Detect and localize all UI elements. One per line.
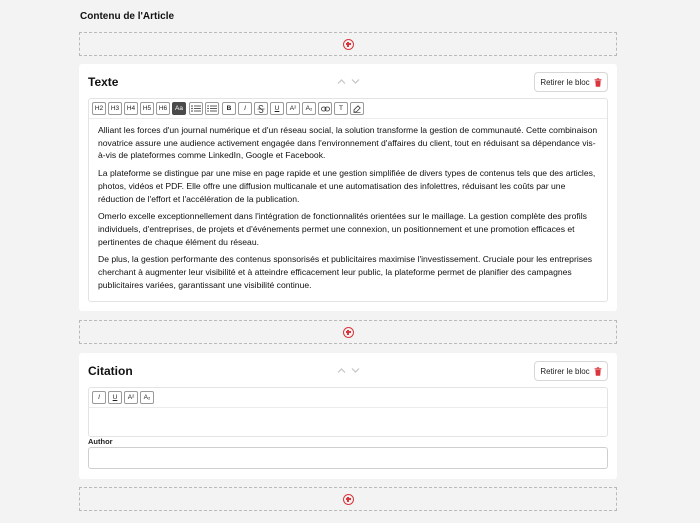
author-label: Author [88, 437, 113, 446]
author-field[interactable] [88, 447, 608, 469]
subscript-button[interactable]: A₂ [302, 102, 316, 115]
superscript-button[interactable]: A² [286, 102, 300, 115]
bullet-list-button[interactable] [189, 102, 203, 115]
paragraph: Omerlo excelle exceptionnellement dans l'intégration de fonctionnalités orientées sur le maillage. La gestion complète des profils individuels, d'entreprises, de projets et d'événements permet une connexion, un positionnement et une promotion efficaces et pertinentes de chaque élément du réseau. [98, 211, 587, 247]
add-block-plus-icon[interactable] [343, 39, 354, 50]
italic-button[interactable]: I [238, 102, 252, 115]
strikethrough-icon [257, 105, 265, 113]
italic-button[interactable]: I [92, 391, 106, 404]
text-block-remove-button[interactable] [534, 72, 608, 92]
superscript-button[interactable]: A² [124, 391, 138, 404]
heading-h3-button[interactable]: H3 [108, 102, 122, 115]
remove-button-label: Retirer le bloc [540, 366, 590, 376]
quote-editor-content[interactable] [89, 408, 607, 436]
heading-h5-button[interactable]: H5 [140, 102, 154, 115]
add-block-zone-bottom [79, 487, 617, 511]
bullet-list-icon [191, 105, 201, 112]
add-block-zone-middle [79, 320, 617, 344]
paragraph-format-button[interactable]: Aa [172, 102, 186, 115]
trash-icon [594, 367, 602, 376]
underline-button[interactable]: U [108, 391, 122, 404]
remove-button-label: Retirer le bloc [540, 77, 590, 87]
link-icon [321, 106, 330, 112]
highlighter-icon [353, 105, 361, 113]
paragraph: Alliant les forces d'un journal numérique et d'un réseau social, la solution transforme la gestion de communauté. Cette combinaison novatrice assure une audience activement engagée dans l'environnement d'affaires du client, tout en réduisant sa dépendance vis-à-vis de plateformes comme LinkedIn, Google et Facebook. [98, 125, 598, 161]
add-block-zone-top [79, 32, 617, 56]
paragraph: De plus, la gestion performante des contenus sponsorisés et publicitaires maximise l'investissement. Cruciale pour les entreprises cherchant à augmenter leur visibilité et à atteindre efficacement leur public, la plateforme permet de planifier des campagnes publicitaires variées, garantissant une visibilité continue. [98, 254, 593, 290]
quote-block-title: Citation [88, 364, 133, 378]
quote-block-move-arrows [337, 367, 360, 374]
format-group [222, 102, 364, 115]
quote-block [79, 353, 617, 479]
bold-button[interactable]: B [222, 102, 236, 115]
trash-icon [594, 78, 602, 87]
chevron-down-icon[interactable] [351, 78, 360, 85]
text-block-title: Texte [88, 75, 119, 89]
quote-editor-toolbar [89, 388, 607, 408]
format-group [92, 391, 154, 404]
heading-group [92, 102, 186, 115]
heading-h6-button[interactable]: H6 [156, 102, 170, 115]
underline-button[interactable]: U [270, 102, 284, 115]
chevron-up-icon[interactable] [337, 78, 346, 85]
chevron-up-icon[interactable] [337, 367, 346, 374]
text-block [79, 64, 617, 311]
link-button[interactable] [318, 102, 332, 115]
add-block-plus-icon[interactable] [343, 327, 354, 338]
clear-format-button[interactable]: T [334, 102, 348, 115]
text-block-move-arrows [337, 78, 360, 85]
heading-h2-button[interactable]: H2 [92, 102, 106, 115]
text-editor-content[interactable] [89, 119, 607, 291]
chevron-down-icon[interactable] [351, 367, 360, 374]
highlight-button[interactable] [350, 102, 364, 115]
quote-editor [88, 387, 608, 437]
numbered-list-button[interactable] [205, 102, 219, 115]
add-block-plus-icon[interactable] [343, 494, 354, 505]
list-group [189, 102, 219, 115]
numbered-list-icon [207, 105, 217, 112]
text-editor-toolbar [89, 99, 607, 119]
paragraph: La plateforme se distingue par une mise en page rapide et une gestion simplifiée de divers types de contenus tels que des articles, photos, vidéos et PDF. Elle offre une diffusion multicanale et une automatisation des infolettres, réduisant les coûts par une réduction de l'effort et l'accélération de la publication. [98, 168, 596, 204]
quote-block-remove-button[interactable] [534, 361, 608, 381]
heading-h4-button[interactable]: H4 [124, 102, 138, 115]
section-title: Contenu de l'Article [80, 11, 175, 22]
subscript-button[interactable]: A₂ [140, 391, 154, 404]
strikethrough-button[interactable] [254, 102, 268, 115]
text-editor [88, 98, 608, 302]
